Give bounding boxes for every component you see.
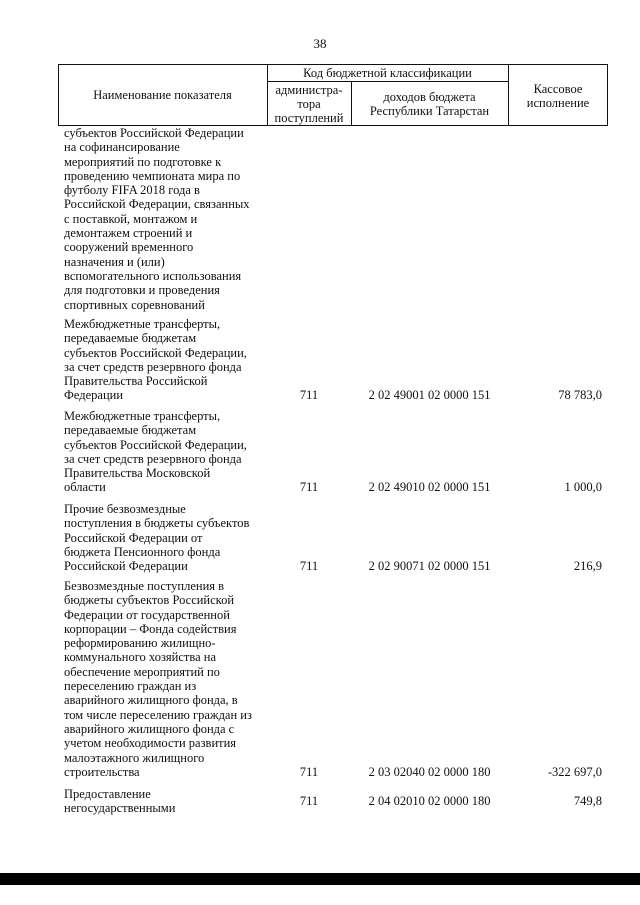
cash-amount: 1 000,0 bbox=[564, 480, 602, 494]
header-income-line1: доходов бюджета bbox=[383, 90, 476, 104]
header-admin-column bbox=[267, 83, 351, 125]
budget-code: 2 02 49001 02 0000 151 bbox=[368, 388, 491, 402]
header-income-line2: Республики Татарстан bbox=[369, 104, 490, 118]
admin-code: 711 bbox=[299, 480, 319, 494]
indicator-name: Межбюджетные трансферты, передаваемые бюджетам субъектов Российской Федерации, за счет средств резервного фонда Правительства Российской Федерации bbox=[64, 317, 247, 403]
header-admin-line2: тора bbox=[297, 97, 321, 111]
admin-code: 711 bbox=[299, 388, 319, 402]
scan-edge-bar bbox=[0, 873, 640, 885]
header-code-group: Код бюджетной классификации bbox=[303, 66, 472, 80]
cash-amount: 78 783,0 bbox=[558, 388, 602, 402]
indicator-name: Предоставление негосударственными bbox=[64, 787, 176, 816]
table-border-top bbox=[58, 64, 608, 65]
admin-code: 711 bbox=[299, 794, 319, 808]
indicator-name: Безвозмездные поступления в бюджеты субъектов Российской Федерации от государственной корпорации – Фонда содействия реформированию жилищно- коммунального хозяйства на обеспечение мероприятий по переселению граждан из аварийного жилищного фонда, в том числе переселению граждан из аварийного жилищного фонда с учетом необходимости развития малоэтажного жилищного строительства bbox=[64, 579, 252, 779]
budget-code: 2 04 02010 02 0000 180 bbox=[368, 794, 491, 808]
page-number: 38 bbox=[313, 36, 327, 51]
header-cash-line2: исполнение bbox=[526, 96, 590, 110]
code-group-divider bbox=[267, 81, 508, 82]
header-cash-column bbox=[508, 82, 608, 110]
cash-amount: -322 697,0 bbox=[547, 765, 602, 779]
cash-amount: 216,9 bbox=[573, 559, 602, 573]
header-name-column: Наименование показателя bbox=[93, 88, 232, 102]
header-admin-line3: поступлений bbox=[274, 111, 344, 125]
indicator-name: Прочие безвозмездные поступления в бюджеты субъектов Российской Федерации от бюджета Пенсионного фонда Российской Федерации bbox=[64, 502, 250, 574]
indicator-name: субъектов Российской Федерации на софинансирование мероприятий по подготовке к проведению чемпионата мира по футболу FIFA 2018 года в Российской Федерации, связанных с поставкой, монтажом и демонтажем строений и сооружений временного назначения и (или) вспомогательного использования для подготовки и проведения спортивных соревнований bbox=[64, 126, 250, 312]
admin-code: 711 bbox=[299, 559, 319, 573]
budget-code: 2 02 49010 02 0000 151 bbox=[368, 480, 491, 494]
indicator-name: Межбюджетные трансферты, передаваемые бюджетам субъектов Российской Федерации, за счет средств резервного фонда Правительства Московской области bbox=[64, 409, 247, 495]
header-income-column bbox=[351, 90, 508, 118]
budget-code: 2 03 02040 02 0000 180 bbox=[368, 765, 491, 779]
header-cash-line1: Кассовое bbox=[533, 82, 583, 96]
header-admin-line1: администра- bbox=[275, 83, 343, 97]
admin-code: 711 bbox=[299, 765, 319, 779]
budget-code: 2 02 90071 02 0000 151 bbox=[368, 559, 491, 573]
cash-amount: 749,8 bbox=[573, 794, 602, 808]
